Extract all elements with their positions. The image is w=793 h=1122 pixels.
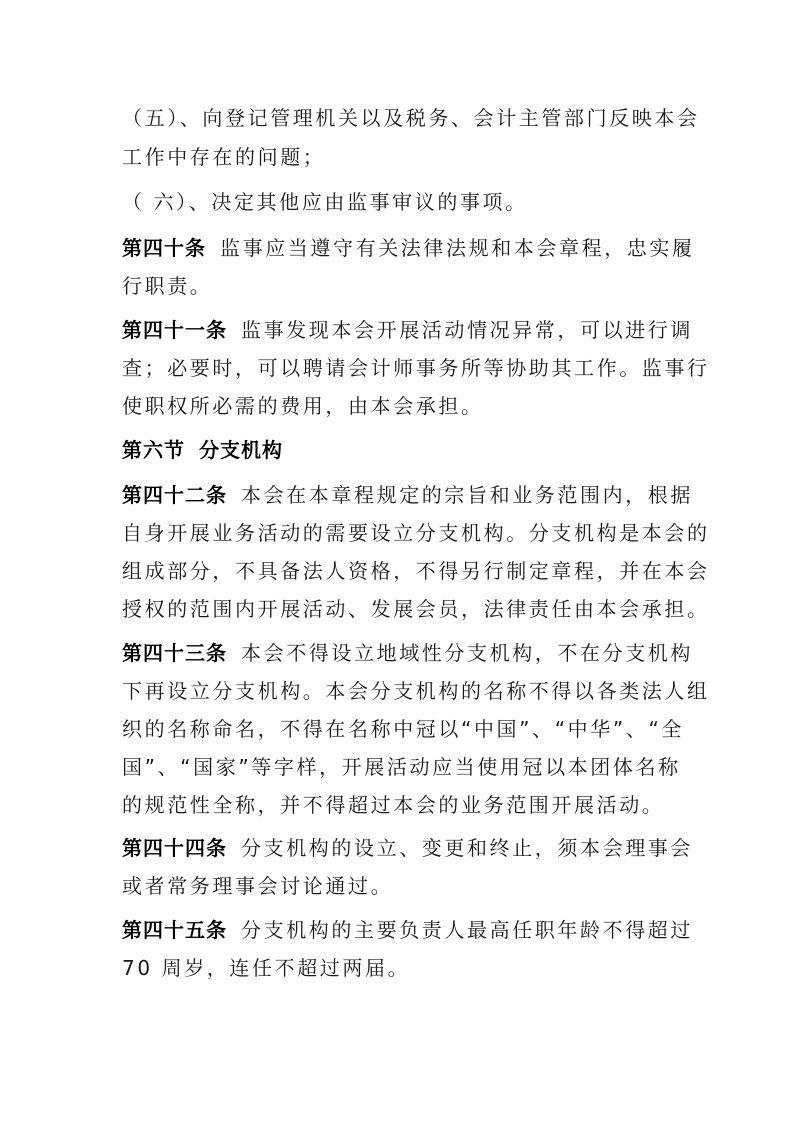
section-6-heading bbox=[122, 436, 283, 464]
article-40-line-1 bbox=[122, 234, 695, 262]
article-43-line-2: 下再设立分支机构。本会分支机构的名称不得以各类法人组 bbox=[122, 679, 710, 703]
article-43-label: 第四十三条 bbox=[122, 641, 227, 665]
article-41-line-1 bbox=[122, 316, 693, 344]
article-44-line-2: 或者常务理事会讨论通过。 bbox=[122, 874, 394, 898]
article-42-label: 第四十二条 bbox=[122, 483, 227, 507]
article-45-text-1: 分支机构的主要负责人最高任职年龄不得超过 bbox=[241, 918, 693, 942]
article-41-text-1: 监事发现本会开展活动情况异常，可以进行调 bbox=[241, 318, 693, 342]
article-41-line-2: 查；必要时，可以聘请会计师事务所等协助其工作。监事行 bbox=[122, 356, 710, 380]
article-43-text-1: 本会不得设立地域性分支机构，不在分支机构 bbox=[241, 641, 693, 665]
section-6-label: 第六节 bbox=[122, 438, 185, 462]
section-6-title: 分支机构 bbox=[199, 438, 283, 462]
article-44-label: 第四十四条 bbox=[122, 836, 227, 860]
article-43-line-4: 国”、“国家”等字样，开展活动应当使用冠以本团体名称 bbox=[122, 755, 681, 779]
article-44-line-1 bbox=[122, 834, 693, 862]
article-45-line-1 bbox=[122, 916, 693, 944]
article-40-text-1: 监事应当遵守有关法律法规和本会章程，忠实履 bbox=[220, 236, 695, 260]
article-42-line-4: 授权的范围内开展活动、发展会员，法律责任由本会承担。 bbox=[122, 597, 710, 621]
item5-line-2: 工作中存在的问题； bbox=[122, 145, 326, 169]
article-40-line-2: 行职责。 bbox=[122, 274, 213, 298]
article-42-line-3: 组成部分，不具备法人资格，不得另行制定章程，并在本会 bbox=[122, 559, 710, 583]
item6-line-1: （ 六）、决定其他应由监事审议的事项。 bbox=[122, 190, 528, 214]
article-40-label: 第四十条 bbox=[122, 236, 206, 260]
article-42-line-2: 自身开展业务活动的需要设立分支机构。分支机构是本会的 bbox=[122, 521, 710, 545]
article-45-line-2: 70 周岁，连任不超过两届。 bbox=[122, 956, 411, 980]
article-44-text-1: 分支机构的设立、变更和终止，须本会理事会 bbox=[241, 836, 693, 860]
article-43-line-1 bbox=[122, 639, 693, 667]
article-41-label: 第四十一条 bbox=[122, 318, 227, 342]
article-42-line-1 bbox=[122, 481, 693, 509]
item5-line-1: （五）、向登记管理机关以及税务、会计主管部门反映本会 bbox=[122, 106, 700, 130]
article-43-line-3: 织的名称命名，不得在名称中冠以“中国”、“中华”、“全 bbox=[122, 717, 685, 741]
article-41-line-3: 使职权所必需的费用，由本会承担。 bbox=[122, 394, 484, 418]
article-42-text-1: 本会在本章程规定的宗旨和业务范围内，根据 bbox=[241, 483, 693, 507]
article-45-label: 第四十五条 bbox=[122, 918, 227, 942]
article-43-line-5: 的规范性全称，并不得超过本会的业务范围开展活动。 bbox=[122, 793, 665, 817]
